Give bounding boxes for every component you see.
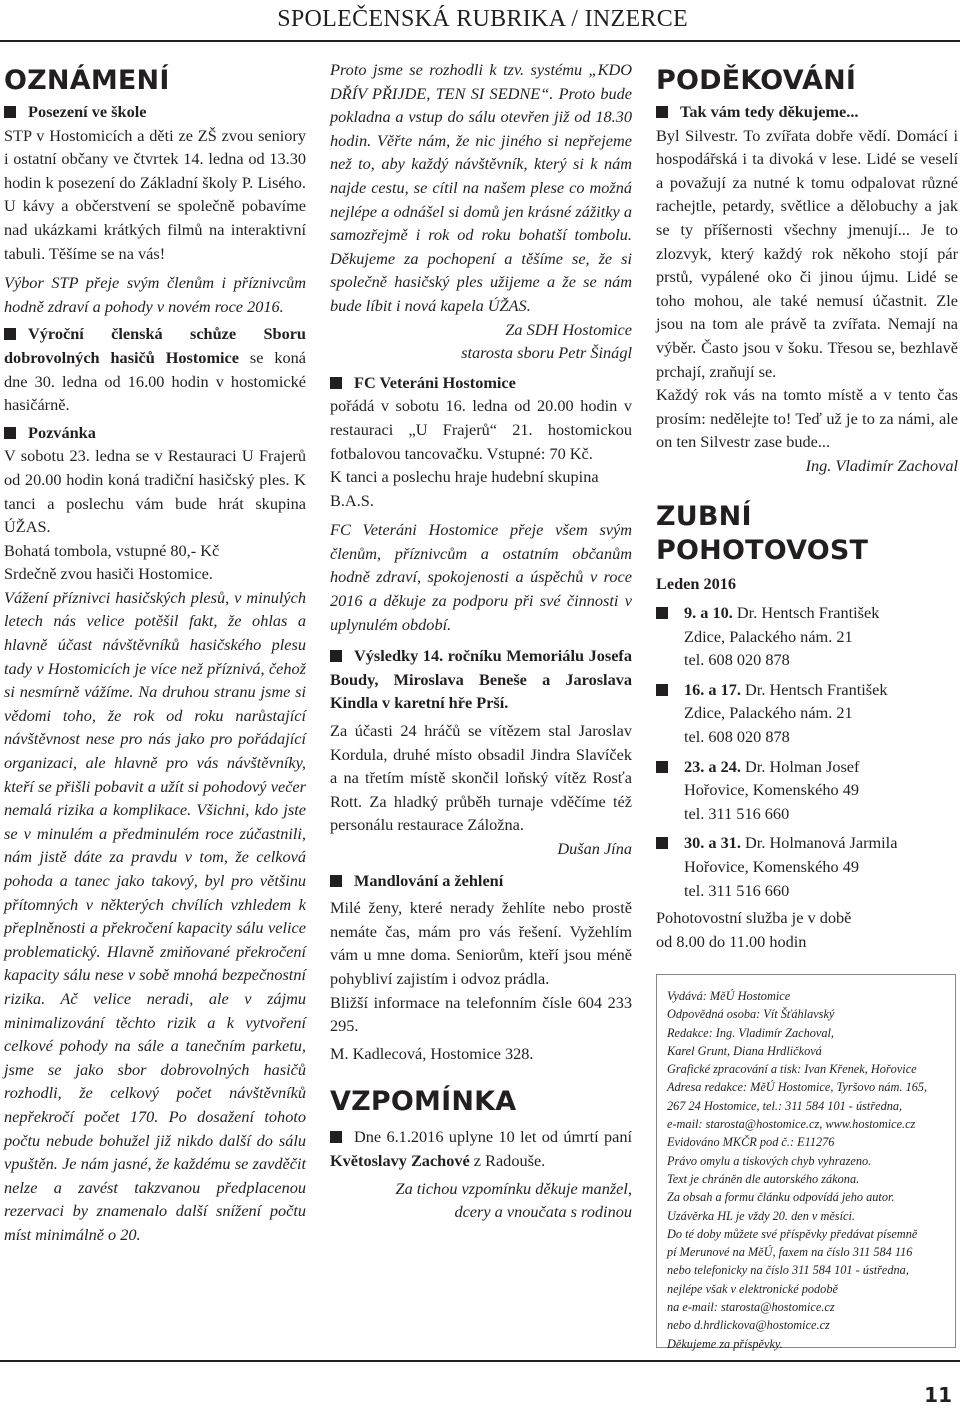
impressum-line: Uzávěrka HL je vždy 20. den v měsíci. xyxy=(667,1208,855,1223)
heading-posezeni: Posezení ve škole xyxy=(4,100,306,124)
square-bullet-icon xyxy=(656,607,668,619)
square-bullet-icon xyxy=(4,106,16,118)
heading-mandl: Mandlování a žehlení xyxy=(330,869,632,893)
vzpominka-text: Dne 6.1.2016 uplyne 10 let od úmrtí paní Květoslavy Zachové z Radouše. xyxy=(330,1127,632,1170)
rubric-title: SPOLEČENSKÁ RUBRIKA / INZERCE xyxy=(277,6,688,32)
section-title-zubni: ZUBNÍ POHOTOVOST xyxy=(656,500,869,566)
fc-text: pořádá v sobotu 16. ledna od 20.00 hodin v restauraci „U Frajerů“ 21. hostomickou fotbalovou tancovačku. Vstupné: 70 Kč. xyxy=(330,396,632,463)
impressum-line: Karel Grunt, Diana Hrdličková xyxy=(667,1043,822,1058)
column-1 xyxy=(4,58,306,1247)
zubni-note-2: od 8.00 do 11.00 hodin xyxy=(656,931,807,951)
square-bullet-icon xyxy=(330,650,342,662)
vysledky-text: Za účasti 24 hráčů se vítězem stal Jaroslav Kordula, druhé místo obsadil Jindra Slavíček a na třetím místě skončil loňský vítěz Rosťa Rott. Za hladký průběh turnaje vděčíme též personálu restaurace Záložna. xyxy=(330,721,632,835)
stp-wish: Výbor STP přeje svým členům i příznivcům hodně zdraví a pohody v novém roce 2016. xyxy=(4,273,306,316)
square-bullet-icon xyxy=(656,837,668,849)
impressum-line: 267 24 Hostomice, tel.: 311 584 101 - ústředna, xyxy=(667,1098,903,1113)
heading-vysledky: Výsledky 14. ročníku Memoriálu Josefa Boudy, Miroslava Beneše a Jaroslava Kindla v karetní hře Prší. xyxy=(330,646,632,713)
letter-sign-2: starosta sboru Petr Šinágl xyxy=(461,343,632,363)
impressum-line: Do té doby můžete své příspěvky předávat písemně xyxy=(667,1226,918,1241)
vysledky-sign: Dušan Jína xyxy=(557,839,632,858)
heading-fc: FC Veteráni Hostomice xyxy=(330,371,632,395)
section-title-podekovani: PODĚKOVÁNÍ xyxy=(656,65,857,96)
footer-rule xyxy=(0,1360,960,1362)
fc-music: K tanci a poslechu hraje hudební skupina B.A.S. xyxy=(330,467,599,510)
section-title-oznameni: OZNÁMENÍ xyxy=(4,65,170,96)
page-number: 11 xyxy=(924,1383,952,1407)
impressum-line: Vydává: MěÚ Hostomice xyxy=(667,989,791,1003)
square-bullet-icon xyxy=(330,875,342,887)
impressum-line: Za obsah a formu článku odpovídá jeho autor. xyxy=(667,1190,895,1205)
impressum-line: e-mail: starosta@hostomice.cz, www.hostomice.cz xyxy=(667,1117,916,1132)
fc-wish: FC Veteráni Hostomice přeje všem svým členům, příznivcům a ostatním občanům hodně zdraví, spokojenosti a úspěchů v roce 2016 a děkuje za podporu při své činnosti v uplynulém období. xyxy=(330,520,632,634)
deceased-name: Květoslavy Zachové xyxy=(330,1150,470,1170)
impressum-line: Redakce: Ing. Vladimír Zachoval, xyxy=(667,1025,834,1040)
pozvanka-text: V sobotu 23. ledna se v Restauraci U Frajerů od 20.00 hodin koná tradiční hasičský ples. K tanci a poslechu vám bude hrát skupina ÚŽAS. xyxy=(4,446,306,537)
mandl-sign: M. Kadlecová, Hostomice 328. xyxy=(330,1043,534,1063)
column-2 xyxy=(330,58,632,1224)
zubni-month: Leden 2016 xyxy=(656,573,737,593)
impressum-line: pí Merunové na MěÚ, faxem na číslo 311 584 116 xyxy=(667,1245,913,1260)
header-rule xyxy=(0,40,960,42)
letter-part-2: Proto jsme se rozhodli k tzv. systému „KDO DŘÍV PŘIJDE, TEN SI SEDNE“. Proto bude pokladna a vstup do sálu otevřen již od 18.30 hodin. Věřte nám, že nic jiného si nepřejeme než to, aby každý návštěvník, který si k nám najde cestu, se cítil na našem plese co možná nejlépe a odnášel si domů jen krásné zážitky a samozřejmě i rok od roku bohatší tombolu. Děkujeme za pochopení a těšíme se, že si společně hasičský ples užijeme a že se nám bude líbit i nová kapela ÚŽAS. xyxy=(330,60,632,315)
impressum-line: Odpovědná osoba: Vít Šťáhlavský xyxy=(667,1007,835,1022)
heading-pozvanka: Pozvánka xyxy=(4,421,306,445)
letter-sign-1: Za SDH Hostomice xyxy=(505,319,632,339)
impressum-line: nejlépe však v elektronické podobě xyxy=(667,1281,838,1296)
podekovani-sign: Ing. Vladimír Zachoval xyxy=(805,455,958,475)
square-bullet-icon xyxy=(4,328,16,340)
impressum-line: nebo telefonicky na číslo 311 584 101 - ústředna, xyxy=(667,1263,909,1278)
impressum-line: Evidováno MKČR pod č.: E11276 xyxy=(667,1135,835,1150)
zubni-item: 9. a 10. Dr. Hentsch František Zdice, Palackého nám. 21 tel. 608 020 878 xyxy=(656,601,958,672)
impressum-line: Grafické zpracování a tisk: Ivan Křenek, Hořovice xyxy=(667,1062,917,1077)
podekovani-text: Byl Silvestr. To zvířata dobře vědí. Domácí i hospodářská i ta divoká v lese. Lidé se veselí a považují za nutné k tomu odpalovat různé rachejtle, petardy, světlice a dělobuchy a jak se ty příšernosti všechny jmenují... Je to zlozvyk, který každý rok někoho stojí pár prstů, vypálené oko či jinou újmu. Lidé se toho mohou, ale také nemusí účastnit. Zle jsou na tom ale právě ta zvířata. Nemají na výběr. Často jsou v šoku. Třesou se, bezhlavě prchají, zraňují se. xyxy=(656,125,958,381)
impressum-line: Právo omylu a tiskových chyb vyhrazeno. xyxy=(667,1153,872,1168)
impressum-line: na e-mail: starosta@hostomice.cz xyxy=(667,1300,835,1315)
heading-schuze: Výroční členská schůze Sboru dobrovolných hasičů Hostomice xyxy=(4,324,306,367)
tombola-text: Bohatá tombola, vstupné 80,- Kč xyxy=(4,540,220,560)
square-bullet-icon xyxy=(330,377,342,389)
mandl-info: Bližší informace na telefonním čísle 604 233 295. xyxy=(330,992,632,1036)
square-bullet-icon xyxy=(656,761,668,773)
zubni-item: 16. a 17. Dr. Hentsch František Zdice, Palackého nám. 21 tel. 608 020 878 xyxy=(656,678,958,749)
square-bullet-icon xyxy=(4,427,16,439)
page-header xyxy=(0,0,960,40)
zubni-item: 30. a 31. Dr. Holmanová Jarmila Hořovice, Komenského 49 tel. 311 516 660 xyxy=(656,831,958,902)
mandl-text: Milé ženy, které nerady žehlíte nebo prostě nemáte čas, mám pro vás řešení. Vyžehlím vám u mne doma. Seniorům, kteří jsou méně pohybliví zajistím i odvoz prádla. xyxy=(330,898,632,988)
impressum-box xyxy=(656,974,956,1351)
letter-part-1: Vážení příznivci hasičských plesů, v minulých letech nás velice potěšil fakt, že ohlas a hlavně účast návštěvníků hasičského plesu tady v Hostomicích je více než příznivá, čehož si nesmírně vážíme. Na druhou stranu jsme si vědomi toho, že rok od roku narůstající návštěvnost nese pro nás jako pro pořádající organizaci, ale hlavně pro vás návštěvníky, kteří se přišli pobavit a užít si pohodový večer nemalá rizika a komplikace. Všichni, kdo jste se v minulém a předminulém roce zúčastnili, nám jistě dáte za pravdu v tom, že celková pohoda a tanec jako takový, byl pro většinu přítomných v některých chvílích vzhledem k přeplněnosti a překročení kapacity sálu velice problematický. Hlavně zmiňované překročení kapacity sálu nese v sobě mnohá bezpečnostní rizika. Ač velice neradi, ale v zájmu minimalizování těchto rizik a k vytvoření celkové pohody na sále a tanečním parketu, jsme se jako sbor dobrovolných hasičů rozhodli, že celkový počet návštěvníků nepřekročí počet 170. Po dosažení tohoto počtu nebude bohužel již nikdo další do sálu vpuštěn. Je nám jasné, že každému se zavděčit nelze a zavést takzvanou předplacenou rezervaci by znamenalo další snížení počtu míst minimálně o 20. xyxy=(4,587,306,1244)
impressum-line: Adresa redakce: MěÚ Hostomice, Tyršovo nám. 165, xyxy=(667,1080,928,1095)
vzpominka-sign-1: Za tichou vzpomínku děkuje manžel, xyxy=(395,1178,632,1198)
vzpominka-sign-2: dcery a vnoučata s rodinou xyxy=(454,1202,632,1222)
zubni-note-1: Pohotovostní služba je v době xyxy=(656,908,852,928)
square-bullet-icon xyxy=(656,684,668,696)
zubni-item: 23. a 24. Dr. Holman Josef Hořovice, Komenského 49 tel. 311 516 660 xyxy=(656,755,958,826)
square-bullet-icon xyxy=(330,1131,342,1143)
invitation-sign: Srdečně zvou hasiči Hostomice. xyxy=(4,564,213,584)
impressum-line: Děkujeme za příspěvky. xyxy=(667,1336,783,1351)
schuze-paragraph: Výroční členská schůze Sboru dobrovolných hasičů Hostomice se koná dne 30. ledna od 16.00 hodin v hostomické hasičárně. xyxy=(4,324,306,415)
column-3 xyxy=(656,58,958,953)
impressum-line: nebo d.hrdlickova@hostomice.cz xyxy=(667,1318,830,1333)
section-title-vzpominka: VZPOMÍNKA xyxy=(330,1086,517,1118)
square-bullet-icon xyxy=(656,106,668,118)
heading-podekovani: Tak vám tedy děkujeme... xyxy=(656,100,958,124)
zubni-list xyxy=(656,601,958,902)
posezeni-text: STP v Hostomicích a děti ze ZŠ zvou seniory i ostatní občany ve čtvrtek 14. ledna od 13.30 hodin k posezení do Základní školy P. Lisého. U kávy a občerstvení se společně pobavíme nad ukázkami krátkých filmů na interaktivní tabuli. Těšíme se na vás! xyxy=(4,125,306,263)
impressum-line: Text je chráněn dle autorského zákona. xyxy=(667,1171,860,1186)
podekovani-text-2: Každý rok vás na tomto místě a v tento čas prosím: nedělejte to! Teď už je to za námi, ale on ten Silvestr zase bude... xyxy=(656,385,958,452)
